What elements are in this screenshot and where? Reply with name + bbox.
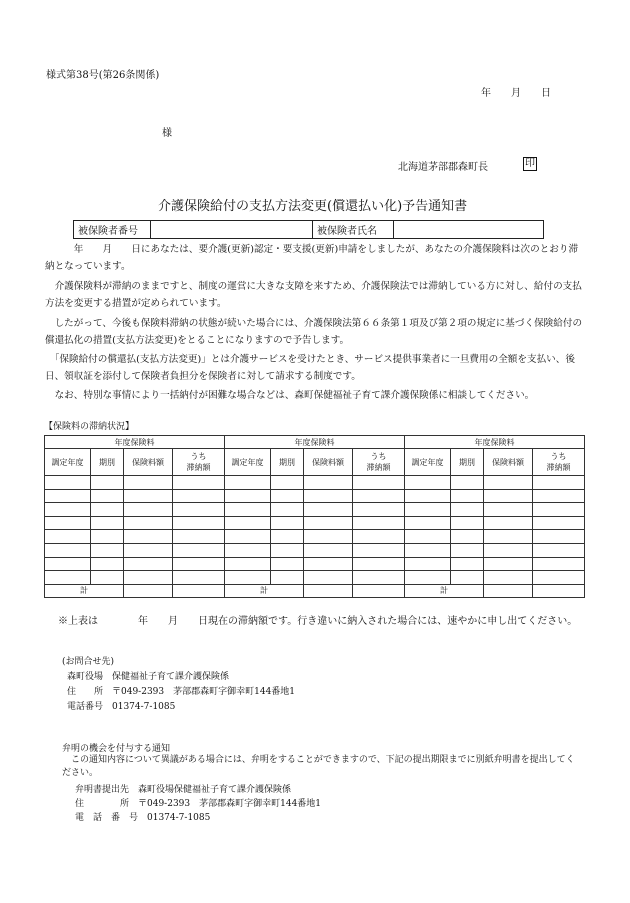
- contact-address: 住 所 〒049-2393 茅部郡森町字御幸町144番地1: [67, 687, 296, 697]
- table-row: [45, 476, 585, 490]
- table-cell[interactable]: [45, 516, 91, 530]
- table-row: [45, 503, 585, 517]
- table-cell[interactable]: [91, 543, 124, 557]
- table-cell[interactable]: [91, 516, 124, 530]
- table-cell[interactable]: [533, 557, 585, 571]
- table-cell[interactable]: [405, 503, 451, 517]
- paragraph-advance-notice: したがって、今後も保険料滞納の状態が続いた場合には、介護保険法第６６条第１項及び第２項の規定に基づく保険給付の償還払化の措置(支払方法変更)をとることになりますので予告します。: [45, 318, 583, 346]
- table-cell[interactable]: [225, 543, 271, 557]
- table-cell[interactable]: [45, 530, 91, 544]
- table-cell[interactable]: [533, 476, 585, 490]
- table-cell[interactable]: [271, 489, 304, 503]
- table-cell[interactable]: [304, 489, 353, 503]
- table-cell[interactable]: [353, 530, 405, 544]
- assessment-year-header: 調定年度: [45, 449, 91, 476]
- table-cell[interactable]: [451, 543, 484, 557]
- form-number: 様式第38号(第26条関係): [46, 70, 160, 81]
- contact-office: 森町役場 保健福祉子育て課介護保険係: [67, 672, 230, 682]
- total-label: 計: [225, 584, 304, 597]
- table-cell[interactable]: [91, 571, 124, 585]
- table-cell[interactable]: [451, 503, 484, 517]
- table-row: [45, 530, 585, 544]
- table-cell[interactable]: [225, 503, 271, 517]
- table-cell[interactable]: [353, 557, 405, 571]
- table-cell[interactable]: [124, 476, 173, 490]
- table-cell[interactable]: [225, 476, 271, 490]
- table-cell[interactable]: [173, 516, 225, 530]
- table-cell[interactable]: [173, 489, 225, 503]
- table-cell[interactable]: [45, 557, 91, 571]
- fiscal-year-premium-header: 年度保険料: [405, 436, 585, 449]
- installment-header: 期別: [271, 449, 304, 476]
- table-cell[interactable]: [173, 476, 225, 490]
- table-cell[interactable]: [91, 557, 124, 571]
- table-cell[interactable]: [484, 571, 533, 585]
- table-cell[interactable]: [45, 503, 91, 517]
- arrears-amount-header: うち 滞納額: [173, 449, 225, 476]
- table-cell[interactable]: [271, 571, 304, 585]
- table-cell[interactable]: [91, 530, 124, 544]
- table-cell[interactable]: [405, 516, 451, 530]
- insured-info-table: [73, 220, 544, 239]
- assessment-year-header: 調定年度: [225, 449, 271, 476]
- table-cell[interactable]: [225, 516, 271, 530]
- table-cell[interactable]: [124, 530, 173, 544]
- table-cell[interactable]: [533, 503, 585, 517]
- table-cell[interactable]: [353, 476, 405, 490]
- total-row: [45, 584, 585, 597]
- table-cell[interactable]: [405, 489, 451, 503]
- total-cell[interactable]: [484, 584, 533, 597]
- total-cell[interactable]: [533, 584, 585, 597]
- table-cell[interactable]: [173, 557, 225, 571]
- table-cell[interactable]: [533, 571, 585, 585]
- table-cell[interactable]: [124, 543, 173, 557]
- installment-header: 期別: [451, 449, 484, 476]
- premium-amount-header: 保険料額: [484, 449, 533, 476]
- table-cell[interactable]: [353, 571, 405, 585]
- table-cell[interactable]: [124, 516, 173, 530]
- insured-name-label: 被保険者氏名: [313, 221, 394, 239]
- hearing-heading: 弁明の機会を付与する通知: [62, 744, 171, 754]
- arrears-section-label: 【保険料の滞納状況】: [44, 422, 135, 432]
- table-cell[interactable]: [124, 571, 173, 585]
- table-row: [45, 516, 585, 530]
- table-cell[interactable]: [225, 530, 271, 544]
- arrears-note: ※上表は 年 月 日現在の滞納額です。行き違いに納入された場合には、速やかに申し出てください。: [58, 616, 578, 627]
- installment-header: 期別: [91, 449, 124, 476]
- insured-number-field[interactable]: [151, 221, 313, 239]
- table-cell[interactable]: [451, 530, 484, 544]
- table-row: [45, 571, 585, 585]
- table-cell[interactable]: [405, 557, 451, 571]
- table-cell[interactable]: [533, 530, 585, 544]
- table-cell[interactable]: [173, 543, 225, 557]
- table-row: [45, 489, 585, 503]
- table-cell[interactable]: [225, 489, 271, 503]
- table-cell[interactable]: [304, 516, 353, 530]
- table-cell[interactable]: [124, 503, 173, 517]
- addressee-suffix: 様: [162, 128, 172, 139]
- assessment-year-header: 調定年度: [405, 449, 451, 476]
- table-cell[interactable]: [484, 503, 533, 517]
- fiscal-year-premium-header: 年度保険料: [225, 436, 405, 449]
- table-cell[interactable]: [91, 503, 124, 517]
- table-cell[interactable]: [45, 543, 91, 557]
- premium-amount-header: 保険料額: [304, 449, 353, 476]
- table-cell[interactable]: [225, 571, 271, 585]
- table-cell[interactable]: [533, 543, 585, 557]
- table-row: [45, 557, 585, 571]
- issuer-name: 北海道茅部郡森町長: [398, 162, 488, 173]
- table-cell[interactable]: [533, 516, 585, 530]
- table-cell[interactable]: [173, 503, 225, 517]
- paragraph-reimbursement-definition: 「保険給付の償還払(支払方法変更)」とは介護サービスを受けたとき、サービス提供事業者に一旦費用の全額を支払い、後日、領収証を添付して保険者負担分を保険者に対して請求する制度です。: [45, 354, 575, 382]
- table-cell[interactable]: [405, 530, 451, 544]
- table-cell[interactable]: [353, 543, 405, 557]
- table-cell[interactable]: [405, 476, 451, 490]
- table-cell[interactable]: [225, 557, 271, 571]
- hearing-phone: 電 話 番 号 01374-7-1085: [75, 813, 211, 823]
- table-cell[interactable]: [484, 476, 533, 490]
- table-cell[interactable]: [484, 489, 533, 503]
- table-cell[interactable]: [271, 503, 304, 517]
- table-cell[interactable]: [304, 476, 353, 490]
- paragraph-application: 年 月 日にあなたは、要介護(更新)認定・要支援(更新)申請をしましたが、あなたの介護保険料は次のとおり滞納となっています。: [45, 244, 579, 272]
- table-cell[interactable]: [304, 503, 353, 517]
- paragraph-payment-change: 介護保険料が滞納のままですと、制度の運営に大きな支障を来すため、介護保険法では滞納している方に対し、給付の支払方法を変更する措置が定められています。: [45, 281, 582, 309]
- table-cell[interactable]: [45, 489, 91, 503]
- table-cell[interactable]: [271, 530, 304, 544]
- table-cell[interactable]: [173, 530, 225, 544]
- fiscal-year-premium-header: 年度保険料: [45, 436, 225, 449]
- table-cell[interactable]: [304, 530, 353, 544]
- total-cell[interactable]: [173, 584, 225, 597]
- total-cell[interactable]: [353, 584, 405, 597]
- table-cell[interactable]: [45, 571, 91, 585]
- total-label: 計: [405, 584, 484, 597]
- table-cell[interactable]: [405, 543, 451, 557]
- insured-number-label: 被保険者番号: [74, 221, 151, 239]
- table-cell[interactable]: [304, 543, 353, 557]
- table-cell[interactable]: [271, 476, 304, 490]
- table-cell[interactable]: [353, 489, 405, 503]
- table-cell[interactable]: [484, 543, 533, 557]
- hearing-address: 住 所 〒049-2393 茅部郡森町字御幸町144番地1: [75, 799, 322, 809]
- table-cell[interactable]: [91, 489, 124, 503]
- table-cell[interactable]: [451, 489, 484, 503]
- table-cell[interactable]: [124, 489, 173, 503]
- table-cell[interactable]: [124, 557, 173, 571]
- document-title: 介護保険給付の支払方法変更(償還払い化)予告通知書: [158, 199, 468, 214]
- table-cell[interactable]: [271, 543, 304, 557]
- total-cell[interactable]: [304, 584, 353, 597]
- arrears-amount-header: うち 滞納額: [353, 449, 405, 476]
- table-cell[interactable]: [271, 516, 304, 530]
- arrears-amount-header: うち 滞納額: [533, 449, 585, 476]
- premium-amount-header: 保険料額: [124, 449, 173, 476]
- paragraph-consultation: なお、特別な事情により一括納付が困難な場合などは、森町保健福祉子育て課介護保険係に相談してください。: [45, 390, 535, 401]
- table-cell[interactable]: [304, 571, 353, 585]
- table-cell[interactable]: [91, 476, 124, 490]
- arrears-table: [44, 435, 585, 598]
- total-cell[interactable]: [124, 584, 173, 597]
- table-cell[interactable]: [451, 557, 484, 571]
- contact-phone: 電話番号 01374-7-1085: [67, 702, 176, 712]
- table-cell[interactable]: [271, 557, 304, 571]
- table-cell[interactable]: [451, 476, 484, 490]
- table-cell[interactable]: [353, 516, 405, 530]
- table-cell[interactable]: [45, 476, 91, 490]
- table-cell[interactable]: [484, 516, 533, 530]
- seal-mark: 印: [525, 158, 535, 169]
- date-line: 年 月 日: [481, 88, 551, 99]
- table-row: [45, 543, 585, 557]
- table-cell[interactable]: [451, 571, 484, 585]
- table-cell[interactable]: [405, 571, 451, 585]
- hearing-submit-to: 弁明書提出先 森町役場保健福祉子育て課介護保険係: [75, 785, 292, 795]
- table-cell[interactable]: [353, 503, 405, 517]
- table-cell[interactable]: [304, 557, 353, 571]
- table-cell[interactable]: [451, 516, 484, 530]
- table-cell[interactable]: [484, 530, 533, 544]
- hearing-text: この通知内容について異議がある場合には、弁明をすることができますので、下記の提出期限までに別紙弁明書を提出してください。: [62, 755, 575, 778]
- insured-name-field[interactable]: [394, 221, 544, 239]
- total-label: 計: [45, 584, 124, 597]
- table-cell[interactable]: [173, 571, 225, 585]
- table-cell[interactable]: [533, 489, 585, 503]
- table-cell[interactable]: [484, 557, 533, 571]
- contact-heading: (お問合せ先): [62, 657, 115, 667]
